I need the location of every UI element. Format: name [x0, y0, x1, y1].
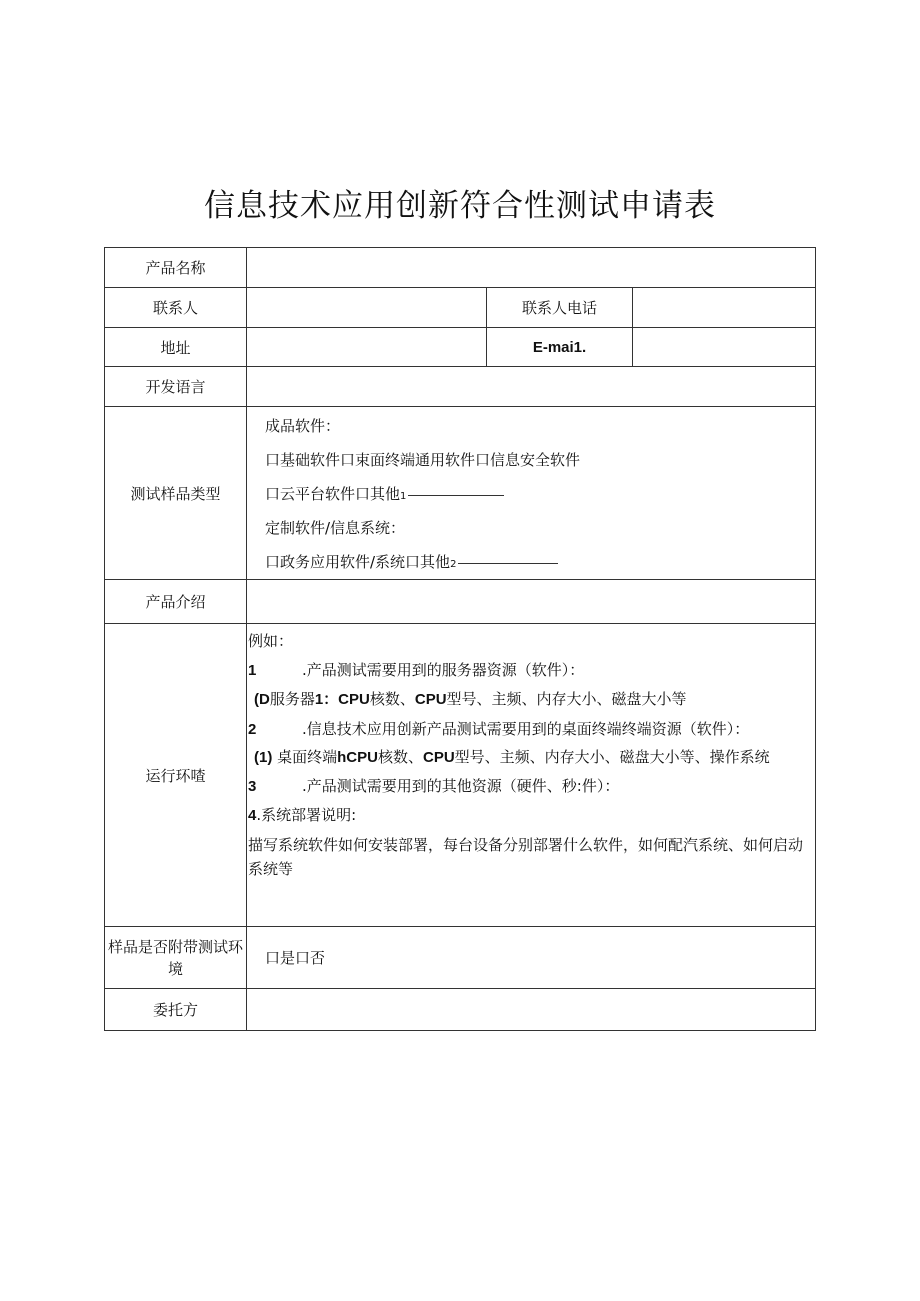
email-label: E-mai1. — [487, 328, 633, 367]
env-item-2-sub-t1: 桌面终端 — [277, 748, 338, 766]
product-intro-label: 产品介绍 — [105, 580, 247, 624]
runtime-env-label: 运行环喳 — [105, 624, 247, 927]
env-example: 例如： — [248, 632, 294, 650]
other-2-blank[interactable] — [458, 562, 558, 564]
row-contact — [105, 288, 816, 328]
finished-software-heading: 成品软件： — [265, 417, 341, 435]
product-name-label: 产品名称 — [105, 248, 247, 288]
env-item-2-num: 2 — [248, 721, 257, 738]
sample-env-checkboxes[interactable]: 口是口否 — [247, 927, 816, 989]
contact-label: 联系人 — [105, 288, 247, 328]
env-item-1 — [248, 656, 807, 685]
env-item-2 — [248, 717, 807, 742]
contact-phone-label: 联系人电话 — [487, 288, 633, 328]
env-item-2-sub-t3: 型号、主频、内存大小、磁盘大小等、操作系统 — [454, 748, 770, 766]
contact-field[interactable] — [247, 288, 487, 328]
env-item-2-sub-b3: CPU — [423, 749, 455, 766]
dev-language-label: 开发语言 — [105, 367, 247, 407]
client-field[interactable] — [247, 989, 816, 1031]
env-item-1-sub-b2: 1：CPU — [314, 691, 370, 708]
row-product-name — [105, 248, 816, 288]
env-item-2-sub-b1: (1) — [254, 749, 273, 766]
env-item-1-text: .产品测试需要用到的服务器资源（软件）： — [302, 661, 585, 679]
client-label: 委托方 — [105, 989, 247, 1031]
env-item-1-sub-b3: CPU — [414, 691, 447, 708]
custom-software-heading: 定制软件/信息系统： — [265, 519, 406, 537]
other-1-blank[interactable] — [408, 494, 504, 496]
gov-other-text: 口政务应用软件/系统口其他 — [265, 553, 451, 571]
env-item-4-num: 4 — [248, 807, 257, 824]
env-item-2-text: .信息技术应用创新产品测试需要用到的桌面终端终端资源（软件）： — [302, 720, 750, 738]
env-item-4-desc: 描写系统软件如何安装部署，每台设备分别部署什么软件，如何配汽系统、如何启动系统等 — [248, 836, 804, 878]
env-item-1-num: 1 — [248, 662, 257, 679]
row-product-intro — [105, 580, 816, 624]
env-item-2-sub — [248, 745, 807, 770]
env-item-1-sub-t1: 服务器 — [269, 690, 315, 708]
env-item-3 — [248, 772, 807, 801]
product-name-field[interactable] — [247, 248, 816, 288]
product-intro-field[interactable] — [247, 580, 816, 624]
dev-language-field[interactable] — [247, 367, 816, 407]
env-item-1-sub-t2: 核数、 — [369, 690, 415, 708]
runtime-env-field[interactable] — [247, 624, 816, 927]
address-field[interactable] — [247, 328, 487, 367]
footnote-2: 2 — [450, 559, 457, 570]
row-client — [105, 989, 816, 1031]
row-dev-language — [105, 367, 816, 407]
env-item-4 — [248, 801, 807, 830]
env-item-1-sub-b1: (D — [254, 691, 270, 708]
cloud-other-line[interactable] — [265, 477, 815, 511]
finished-software-checkboxes[interactable]: 口基础软件口束面终端通用软件口信息安全软件 — [265, 451, 581, 469]
env-item-1-sub — [248, 685, 807, 714]
gov-other-line[interactable] — [265, 545, 815, 579]
sample-env-label: 样品是否附带测试环境 — [105, 927, 247, 989]
footnote-1: 1 — [400, 491, 407, 502]
row-runtime-env — [105, 624, 816, 927]
address-label: 地址 — [105, 328, 247, 367]
sample-type-label: 测试样品类型 — [105, 407, 247, 580]
env-item-4-text: .系统部署说明: — [256, 806, 357, 824]
email-field[interactable] — [633, 328, 816, 367]
sample-type-options — [247, 407, 816, 580]
env-item-3-text: .产品测试需要用到的其他资源（硬件、秒:件）： — [302, 777, 620, 795]
row-sample-type — [105, 407, 816, 580]
row-sample-env — [105, 927, 816, 989]
row-address — [105, 328, 816, 367]
env-item-2-sub-b2: hCPU — [337, 749, 378, 766]
env-item-3-num: 3 — [248, 778, 257, 795]
env-item-1-sub-t3: 型号、主频、内存大小、磁盘大小等 — [446, 690, 687, 708]
contact-phone-field[interactable] — [633, 288, 816, 328]
cloud-other-text: 口云平台软件口其他 — [265, 485, 401, 503]
page-title: 信息技术应用创新符合性测试申请表 — [204, 188, 716, 224]
application-form-table — [104, 247, 816, 1031]
env-item-2-sub-t2: 核数、 — [377, 748, 423, 766]
